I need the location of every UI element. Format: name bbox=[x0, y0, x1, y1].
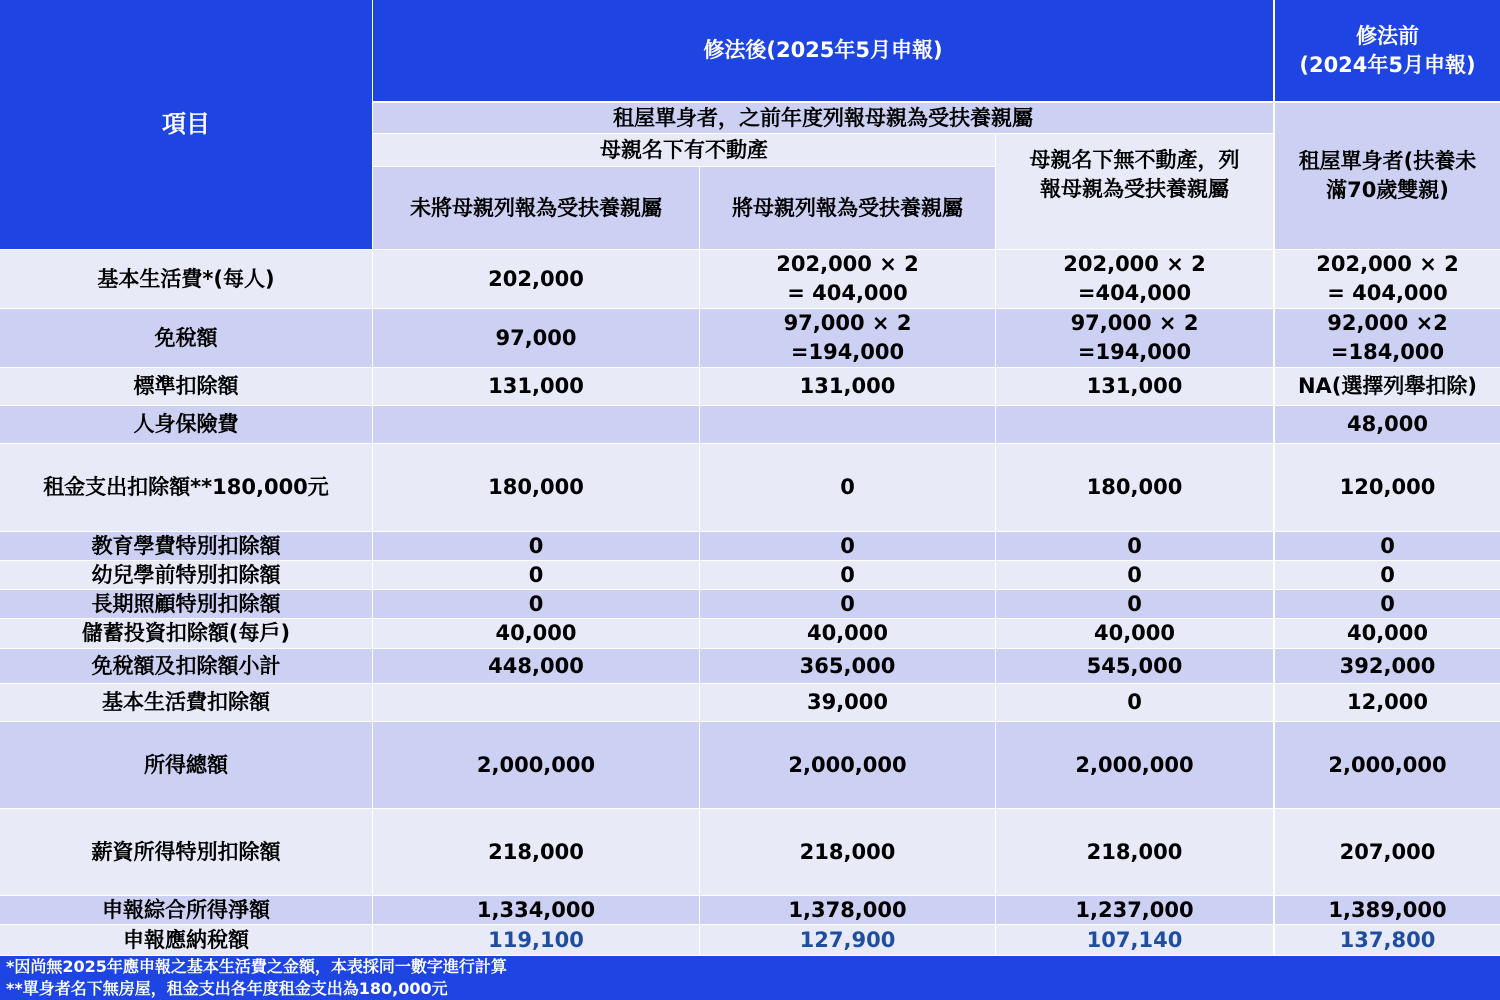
header-before-amendment: 修法前 (2024年5月申報) bbox=[1275, 0, 1500, 101]
row-value-col2: 0 bbox=[700, 532, 995, 560]
row-value-col1: 1,334,000 bbox=[373, 896, 699, 924]
row-value-col3: 131,000 bbox=[996, 368, 1273, 405]
row-label: 儲蓄投資扣除額(每戶) bbox=[0, 619, 372, 648]
row-value-col1: 0 bbox=[373, 561, 699, 589]
row-value-col1: 131,000 bbox=[373, 368, 699, 405]
row-value-col2: 0 bbox=[700, 444, 995, 531]
header-col4: 租屋單身者(扶養未 滿70歲雙親) bbox=[1275, 103, 1500, 249]
row-value-col3 bbox=[996, 406, 1273, 443]
header-col2: 將母親列報為受扶養親屬 bbox=[700, 167, 995, 249]
row-value-col2: 97,000 × 2 =194,000 bbox=[700, 309, 995, 367]
header-col3: 母親名下無不動產，列 報母親為受扶養親屬 bbox=[996, 134, 1273, 249]
row-value-col4: 392,000 bbox=[1275, 649, 1500, 683]
row-value-col1: 218,000 bbox=[373, 809, 699, 895]
row-value-col3: 180,000 bbox=[996, 444, 1273, 531]
row-value-col2: 1,378,000 bbox=[700, 896, 995, 924]
row-value-col2: 365,000 bbox=[700, 649, 995, 683]
row-value-col4: 2,000,000 bbox=[1275, 722, 1500, 808]
header-item-label: 項目 bbox=[0, 0, 372, 249]
row-value-col3: 545,000 bbox=[996, 649, 1273, 683]
row-value-col2: 131,000 bbox=[700, 368, 995, 405]
row-label: 免稅額 bbox=[0, 309, 372, 367]
row-value-col3: 0 bbox=[996, 684, 1273, 721]
row-value-col4: NA(選擇列舉扣除) bbox=[1275, 368, 1500, 405]
row-value-col4: 0 bbox=[1275, 590, 1500, 618]
row-label: 基本生活費*(每人) bbox=[0, 250, 372, 308]
row-value-col2: 2,000,000 bbox=[700, 722, 995, 808]
header-col1: 未將母親列報為受扶養親屬 bbox=[373, 167, 699, 249]
row-value-col4: 120,000 bbox=[1275, 444, 1500, 531]
row-value-col2: 218,000 bbox=[700, 809, 995, 895]
row-value-col2 bbox=[700, 406, 995, 443]
row-value-col1: 448,000 bbox=[373, 649, 699, 683]
row-label: 長期照顧特別扣除額 bbox=[0, 590, 372, 618]
row-value-col2: 0 bbox=[700, 561, 995, 589]
row-label: 租金支出扣除額**180,000元 bbox=[0, 444, 372, 531]
row-value-col1 bbox=[373, 406, 699, 443]
row-value-col3: 97,000 × 2 =194,000 bbox=[996, 309, 1273, 367]
row-value-col3: 107,140 bbox=[996, 925, 1273, 955]
row-label: 薪資所得特別扣除額 bbox=[0, 809, 372, 895]
row-value-col3: 202,000 × 2 =404,000 bbox=[996, 250, 1273, 308]
row-value-col3: 0 bbox=[996, 561, 1273, 589]
row-value-col1: 97,000 bbox=[373, 309, 699, 367]
footnote-1: *因尚無2025年應申報之基本生活費之金額，本表採同一數字進行計算 bbox=[6, 957, 507, 976]
footnotes bbox=[0, 956, 1500, 1000]
row-value-col3: 1,237,000 bbox=[996, 896, 1273, 924]
row-value-col4: 12,000 bbox=[1275, 684, 1500, 721]
row-label: 幼兒學前特別扣除額 bbox=[0, 561, 372, 589]
row-label: 申報綜合所得淨額 bbox=[0, 896, 372, 924]
row-value-col4: 0 bbox=[1275, 561, 1500, 589]
header-group-renter: 租屋單身者，之前年度列報母親為受扶養親屬 bbox=[373, 103, 1273, 133]
row-value-col4: 207,000 bbox=[1275, 809, 1500, 895]
header-after-amendment: 修法後(2025年5月申報) bbox=[373, 0, 1273, 101]
row-label: 教育學費特別扣除額 bbox=[0, 532, 372, 560]
row-value-col4: 0 bbox=[1275, 532, 1500, 560]
row-value-col1: 0 bbox=[373, 590, 699, 618]
row-value-col1: 180,000 bbox=[373, 444, 699, 531]
footnote-2: **單身者名下無房屋，租金支出各年度租金支出為180,000元 bbox=[6, 979, 448, 998]
row-label: 人身保險費 bbox=[0, 406, 372, 443]
row-value-col2: 0 bbox=[700, 590, 995, 618]
row-value-col3: 0 bbox=[996, 532, 1273, 560]
row-value-col4: 40,000 bbox=[1275, 619, 1500, 648]
row-value-col1: 40,000 bbox=[373, 619, 699, 648]
row-value-col4: 1,389,000 bbox=[1275, 896, 1500, 924]
row-value-col2: 40,000 bbox=[700, 619, 995, 648]
row-value-col4: 48,000 bbox=[1275, 406, 1500, 443]
row-label: 基本生活費扣除額 bbox=[0, 684, 372, 721]
row-value-col4: 202,000 × 2 = 404,000 bbox=[1275, 250, 1500, 308]
header-subgroup-property: 母親名下有不動產 bbox=[373, 134, 995, 166]
row-value-col1: 2,000,000 bbox=[373, 722, 699, 808]
row-value-col4: 137,800 bbox=[1275, 925, 1500, 955]
row-value-col1 bbox=[373, 684, 699, 721]
row-label: 申報應納稅額 bbox=[0, 925, 372, 955]
row-value-col1: 202,000 bbox=[373, 250, 699, 308]
row-label: 免稅額及扣除額小計 bbox=[0, 649, 372, 683]
row-value-col3: 2,000,000 bbox=[996, 722, 1273, 808]
row-value-col3: 40,000 bbox=[996, 619, 1273, 648]
row-value-col2: 39,000 bbox=[700, 684, 995, 721]
row-value-col1: 0 bbox=[373, 532, 699, 560]
row-value-col2: 127,900 bbox=[700, 925, 995, 955]
row-value-col3: 0 bbox=[996, 590, 1273, 618]
row-label: 所得總額 bbox=[0, 722, 372, 808]
row-value-col2: 202,000 × 2 = 404,000 bbox=[700, 250, 995, 308]
row-label: 標準扣除額 bbox=[0, 368, 372, 405]
row-value-col3: 218,000 bbox=[996, 809, 1273, 895]
row-value-col1: 119,100 bbox=[373, 925, 699, 955]
row-value-col4: 92,000 ×2 =184,000 bbox=[1275, 309, 1500, 367]
